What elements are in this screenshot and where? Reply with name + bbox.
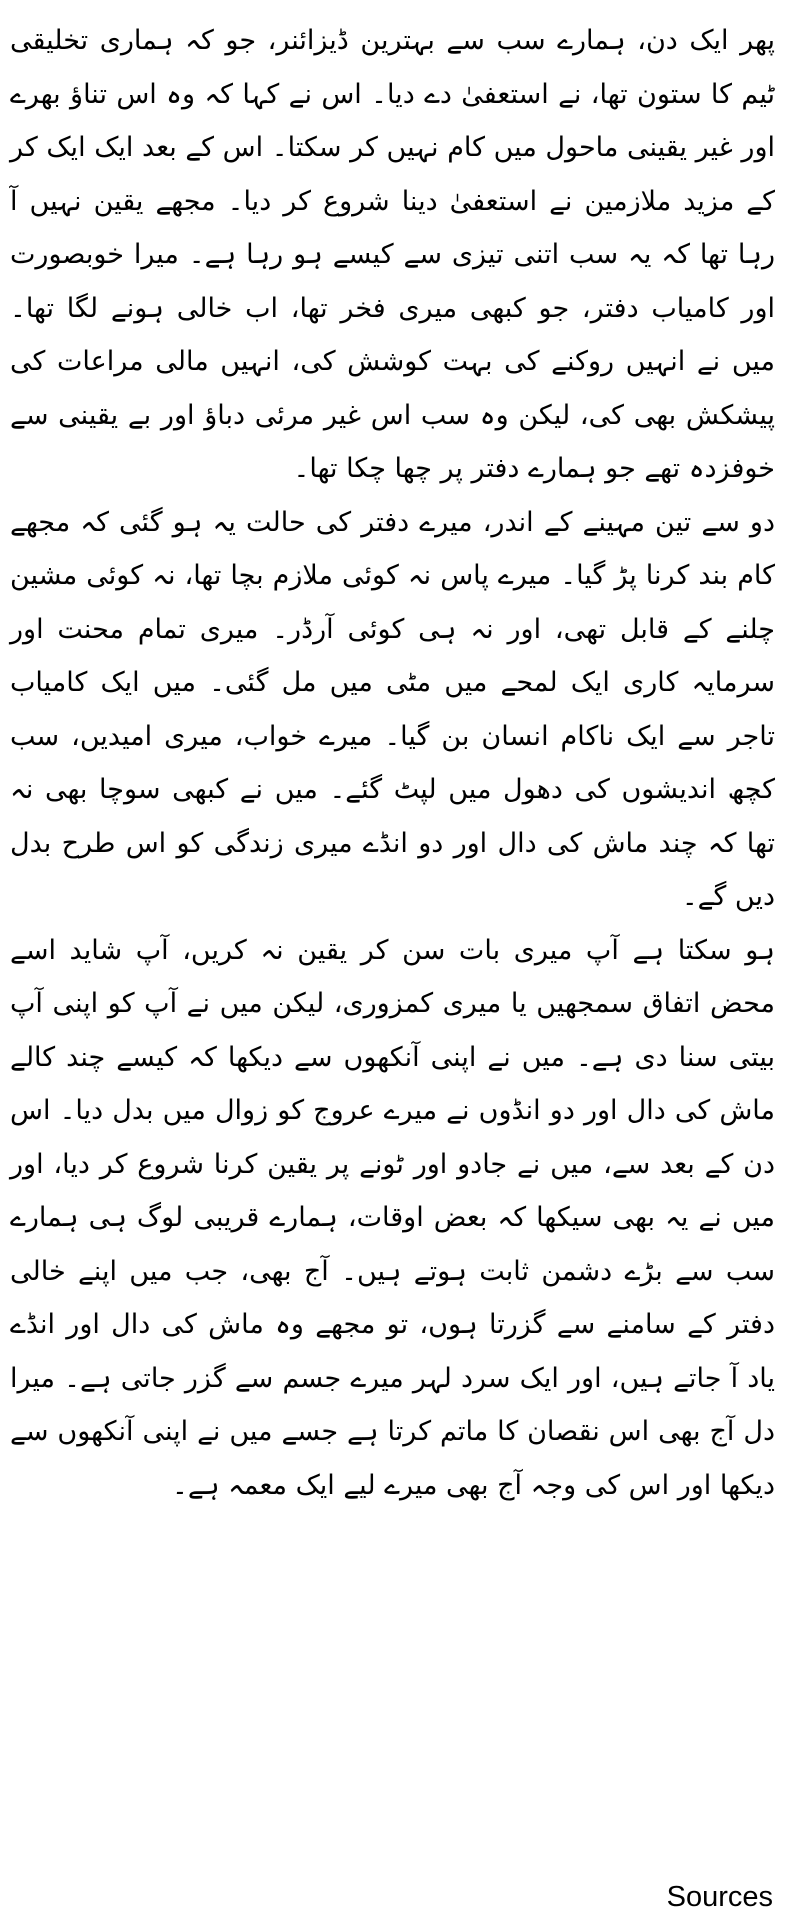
- article-paragraph-3: ہو سکتا ہے آپ میری بات سن کر یقین نہ کریں، آپ شاید اسے محض اتفاق سمجھیں یا میری کمزوری، لیکن میں نے آپ کو اپنی آپ بیتی سنا دی ہے۔ میں نے اپنی آنکھوں سے دیکھا کہ کیسے چند کالے ماش کی دال اور دو انڈوں نے میرے عروج کو زوال میں بدل دیا۔ اس دن کے بعد سے، میں نے جادو اور ٹونے پر یقین کرنا شروع کر دیا، اور میں نے یہ بھی سیکھا کہ بعض اوقات، ہمارے قریبی لوگ ہی ہمارے سب سے بڑے دشمن ثابت ہوتے ہیں۔ آج بھی، جب میں اپنے خالی دفتر کے سامنے سے گزرتا ہوں، تو مجھے وہ ماش کی دال اور انڈے یاد آ جاتے ہیں، اور ایک سرد لہر میرے جسم سے گزر جاتی ہے۔ میرا دل آج بھی اس نقصان کا ماتم کرتا ہے جسے میں نے اپنی آنکھوں سے دیکھا اور اس کی وجہ آج بھی میرے لیے ایک معمہ ہے۔: [10, 934, 775, 1501]
- sources-label[interactable]: Sources: [666, 1881, 773, 1913]
- article-paragraph-2: دو سے تین مہینے کے اندر، میرے دفتر کی حالت یہ ہو گئی کہ مجھے کام بند کرنا پڑ گیا۔ میرے پاس نہ کوئی ملازم بچا تھا، نہ کوئی مشین چلنے کے قابل تھی، اور نہ ہی کوئی آرڈر۔ میری تمام محنت اور سرمایہ کاری ایک لمحے میں مٹی میں مل گئی۔ میں ایک کامیاب تاجر سے ایک ناکام انسان بن گیا۔ میرے خواب، میری امیدیں، سب کچھ اندیشوں کی دھول میں لپٹ گئے۔ میں نے کبھی سوچا بھی نہ تھا کہ چند ماش کی دال اور دو انڈے میری زندگی کو اس طرح بدل دیں گے۔: [10, 506, 775, 912]
- article-paragraph-1: پھر ایک دن، ہمارے سب سے بہترین ڈیزائنر، جو کہ ہماری تخلیقی ٹیم کا ستون تھا، نے استعفیٰ دے دیا۔ اس نے کہا کہ وہ اس تناؤ بھرے اور غیر یقینی ماحول میں کام نہیں کر سکتا۔ اس کے بعد ایک ایک کر کے مزید ملازمین نے استعفیٰ دینا شروع کر دیا۔ مجھے یقین نہیں آ رہا تھا کہ یہ سب اتنی تیزی سے کیسے ہو رہا ہے۔ میرا خوبصورت اور کامیاب دفتر، جو کبھی میری فخر تھا، اب خالی ہونے لگا تھا۔ میں نے انہیں روکنے کی بہت کوشش کی، انہیں مالی مراعات کی پیشکش بھی کی، لیکن وہ سب اس غیر مرئی دباؤ اور بے یقینی سے خوفزدہ تھے جو ہمارے دفتر پر چھا چکا تھا۔: [10, 25, 775, 484]
